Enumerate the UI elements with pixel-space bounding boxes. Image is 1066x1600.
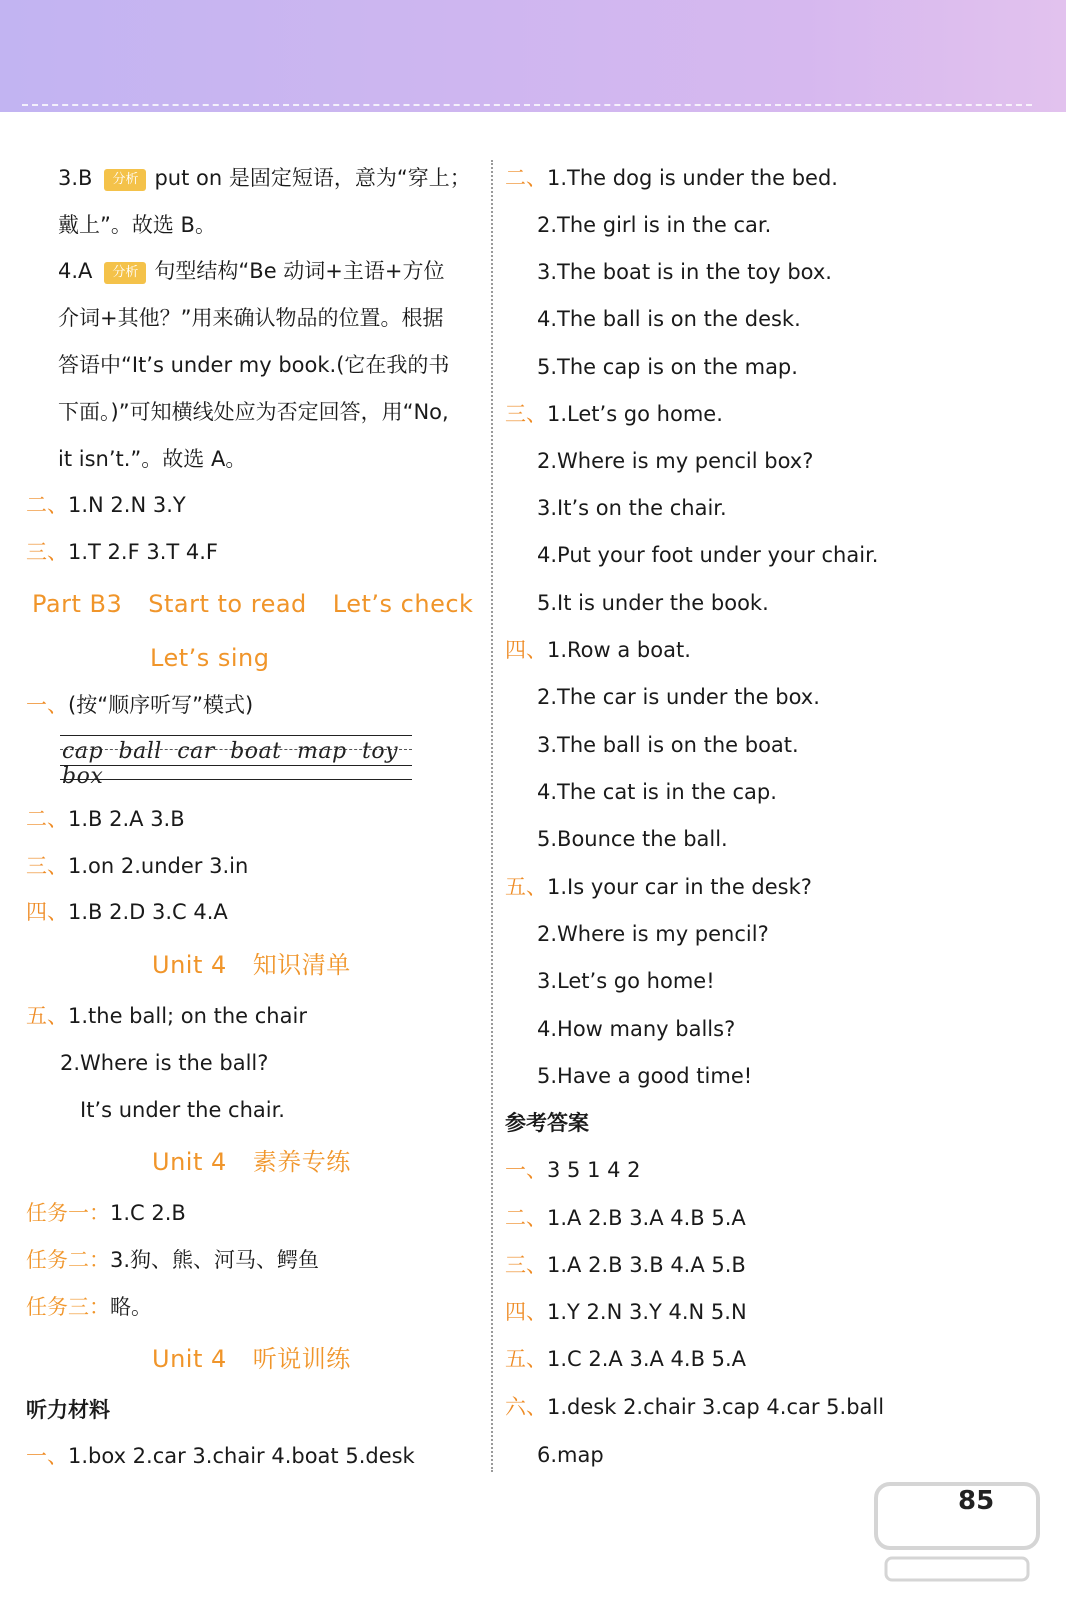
section-number: 二、 xyxy=(26,493,68,517)
task-label: 任务二： xyxy=(26,1248,110,1272)
answer-text: 3.The boat is in the toy box. xyxy=(537,260,832,284)
answer-row xyxy=(26,1442,415,1470)
answer-text: 1.C 2.B xyxy=(110,1201,186,1225)
answer-row xyxy=(505,873,812,901)
answer-text: 2.The girl is in the car. xyxy=(537,213,772,237)
section-heading xyxy=(152,1344,351,1374)
heading-part: Unit 4 xyxy=(152,1148,227,1176)
section-number: 三、 xyxy=(505,1253,547,1277)
section-heading xyxy=(32,589,473,619)
answer-text: 1.Is your car in the desk? xyxy=(547,875,812,899)
answer-row xyxy=(505,164,838,192)
answer-row xyxy=(26,538,218,566)
answer-text: 4.The cat is in the cap. xyxy=(537,780,777,804)
section-heading xyxy=(152,950,351,980)
answer-text: 4.How many balls? xyxy=(537,1017,736,1041)
answer-text: 1.B 2.A 3.B xyxy=(68,807,185,831)
answer-text: 1.A 2.B 3.B 4.A 5.B xyxy=(547,1253,746,1277)
answer-text: 2.Where is my pencil? xyxy=(537,922,769,946)
section-number: 三、 xyxy=(26,540,68,564)
task-label: 任务一： xyxy=(26,1201,110,1225)
answer-row xyxy=(505,1204,746,1232)
answer-text: 1.B 2.D 3.C 4.A xyxy=(68,900,228,924)
section-number: 四、 xyxy=(26,900,68,924)
task-row xyxy=(26,1293,152,1321)
answer-text: 5.Have a good time! xyxy=(537,1064,753,1088)
section-number: 二、 xyxy=(26,807,68,831)
section-number: 五、 xyxy=(26,1004,68,1028)
answer-row xyxy=(26,898,228,926)
answer-text: 1.Row a boat. xyxy=(547,638,691,662)
answer-row xyxy=(505,1156,641,1184)
answer-row xyxy=(26,491,186,519)
answer-text: 略。 xyxy=(110,1295,152,1319)
answer-text: 2.Where is the ball? xyxy=(60,1051,269,1075)
heading-part: 听说训练 xyxy=(252,1345,351,1373)
analysis-text: 戴上”。故选 B。 xyxy=(58,213,216,237)
answer-text: 3.The ball is on the boat. xyxy=(537,733,799,757)
answer-row xyxy=(26,805,185,833)
heading-part: 素养专练 xyxy=(252,1148,351,1176)
answer-text: 1.The dog is under the bed. xyxy=(547,166,838,190)
header-band xyxy=(0,0,1066,112)
section-number: 一、 xyxy=(26,693,68,717)
answer-text: 6.map xyxy=(537,1443,604,1467)
answer-row xyxy=(505,400,723,428)
answer-row xyxy=(26,1002,307,1030)
answer-text: 5.It is under the book. xyxy=(537,591,769,615)
answer-text: 1.Let’s go home. xyxy=(547,402,723,426)
analysis-text: 答语中“It’s under my book.(它在我的书 xyxy=(58,353,450,377)
section-number: 一、 xyxy=(26,1444,68,1468)
section-heading: Let’s sing xyxy=(150,644,270,672)
analysis-text: it isn’t.”。故选 A。 xyxy=(58,447,247,471)
handwriting-lines xyxy=(60,733,412,789)
section-number: 四、 xyxy=(505,1300,547,1324)
section-heading xyxy=(152,1147,351,1177)
answer-text: 4.Put your foot under your chair. xyxy=(537,543,879,567)
analysis-badge: 分析 xyxy=(104,169,146,191)
page-number: 85 xyxy=(958,1486,995,1516)
answer-text: 2.Where is my pencil box? xyxy=(537,449,814,473)
reference-answers-title: 参考答案 xyxy=(505,1111,589,1135)
answer-4a xyxy=(58,257,444,285)
heading-part: Let’s check xyxy=(332,590,474,618)
section-number: 一、 xyxy=(505,1158,547,1182)
heading-part: 知识清单 xyxy=(252,951,351,979)
answer-number: 4.A xyxy=(58,259,93,283)
section-number: 三、 xyxy=(505,402,547,426)
analysis-text: 句型结构“Be 动词+主语+方位 xyxy=(154,259,445,283)
answer-text: (按“顺序听写”模式) xyxy=(68,693,254,717)
column-divider xyxy=(491,160,493,1472)
heading-part: Unit 4 xyxy=(152,1345,227,1373)
answer-text: 3.It’s on the chair. xyxy=(537,496,727,520)
task-row xyxy=(26,1246,319,1274)
answer-text: 1.A 2.B 3.A 4.B 5.A xyxy=(547,1206,746,1230)
watermark-logo-icon xyxy=(872,1478,1042,1586)
heading-part: Part B3 xyxy=(32,590,123,618)
analysis-badge: 分析 xyxy=(104,262,146,284)
answer-row xyxy=(505,636,691,664)
analysis-text: 下面。)”可知横线处应为否定回答，用“No, xyxy=(58,400,449,424)
answer-row xyxy=(505,1393,884,1421)
section-number: 四、 xyxy=(505,638,547,662)
answer-text: 1.Y 2.N 3.Y 4.N 5.N xyxy=(547,1300,747,1324)
answer-row xyxy=(505,1298,747,1326)
heading-part: Unit 4 xyxy=(152,951,227,979)
analysis-text: 介词+其他？”用来确认物品的位置。根据 xyxy=(58,306,444,330)
section-number: 二、 xyxy=(505,1206,547,1230)
answer-text: 1.desk 2.chair 3.cap 4.car 5.ball xyxy=(547,1395,885,1419)
answer-3b xyxy=(58,164,471,192)
answer-text: 1.C 2.A 3.A 4.B 5.A xyxy=(547,1347,747,1371)
answer-row xyxy=(505,1345,746,1373)
listening-material-title: 听力材料 xyxy=(26,1398,110,1422)
section-number: 三、 xyxy=(26,854,68,878)
section-number: 六、 xyxy=(505,1395,547,1419)
answer-text: 3.Let’s go home! xyxy=(537,969,715,993)
heading-part: Start to read xyxy=(148,590,307,618)
answer-row xyxy=(505,1251,746,1279)
answer-text: 5.The cap is on the map. xyxy=(537,355,798,379)
section-number: 二、 xyxy=(505,166,547,190)
answer-text: 3.狗、熊、河马、鳄鱼 xyxy=(110,1248,320,1272)
answer-text: 2.The car is under the box. xyxy=(537,685,820,709)
answer-text: 4.The ball is on the desk. xyxy=(537,307,801,331)
answer-text: 1.N 2.N 3.Y xyxy=(68,493,186,517)
task-label: 任务三： xyxy=(26,1295,110,1319)
handwriting-words: cap ball car boat map toy box xyxy=(62,739,399,789)
answer-text: 1.on 2.under 3.in xyxy=(68,854,249,878)
section-number: 五、 xyxy=(505,1347,547,1371)
task-row xyxy=(26,1199,186,1227)
answer-text: 5.Bounce the ball. xyxy=(537,827,728,851)
answer-number: 3.B xyxy=(58,166,93,190)
answer-text: 1.the ball; on the chair xyxy=(68,1004,307,1028)
analysis-text: put on 是固定短语，意为“穿上； xyxy=(154,166,471,190)
answer-row xyxy=(26,852,248,880)
answer-row xyxy=(26,691,253,719)
answer-text: It’s under the chair. xyxy=(80,1098,285,1122)
answer-text: 1.T 2.F 3.T 4.F xyxy=(68,540,218,564)
section-number: 五、 xyxy=(505,875,547,899)
answer-text: 3 5 1 4 2 xyxy=(547,1158,641,1182)
answer-text: 1.box 2.car 3.chair 4.boat 5.desk xyxy=(68,1444,415,1468)
